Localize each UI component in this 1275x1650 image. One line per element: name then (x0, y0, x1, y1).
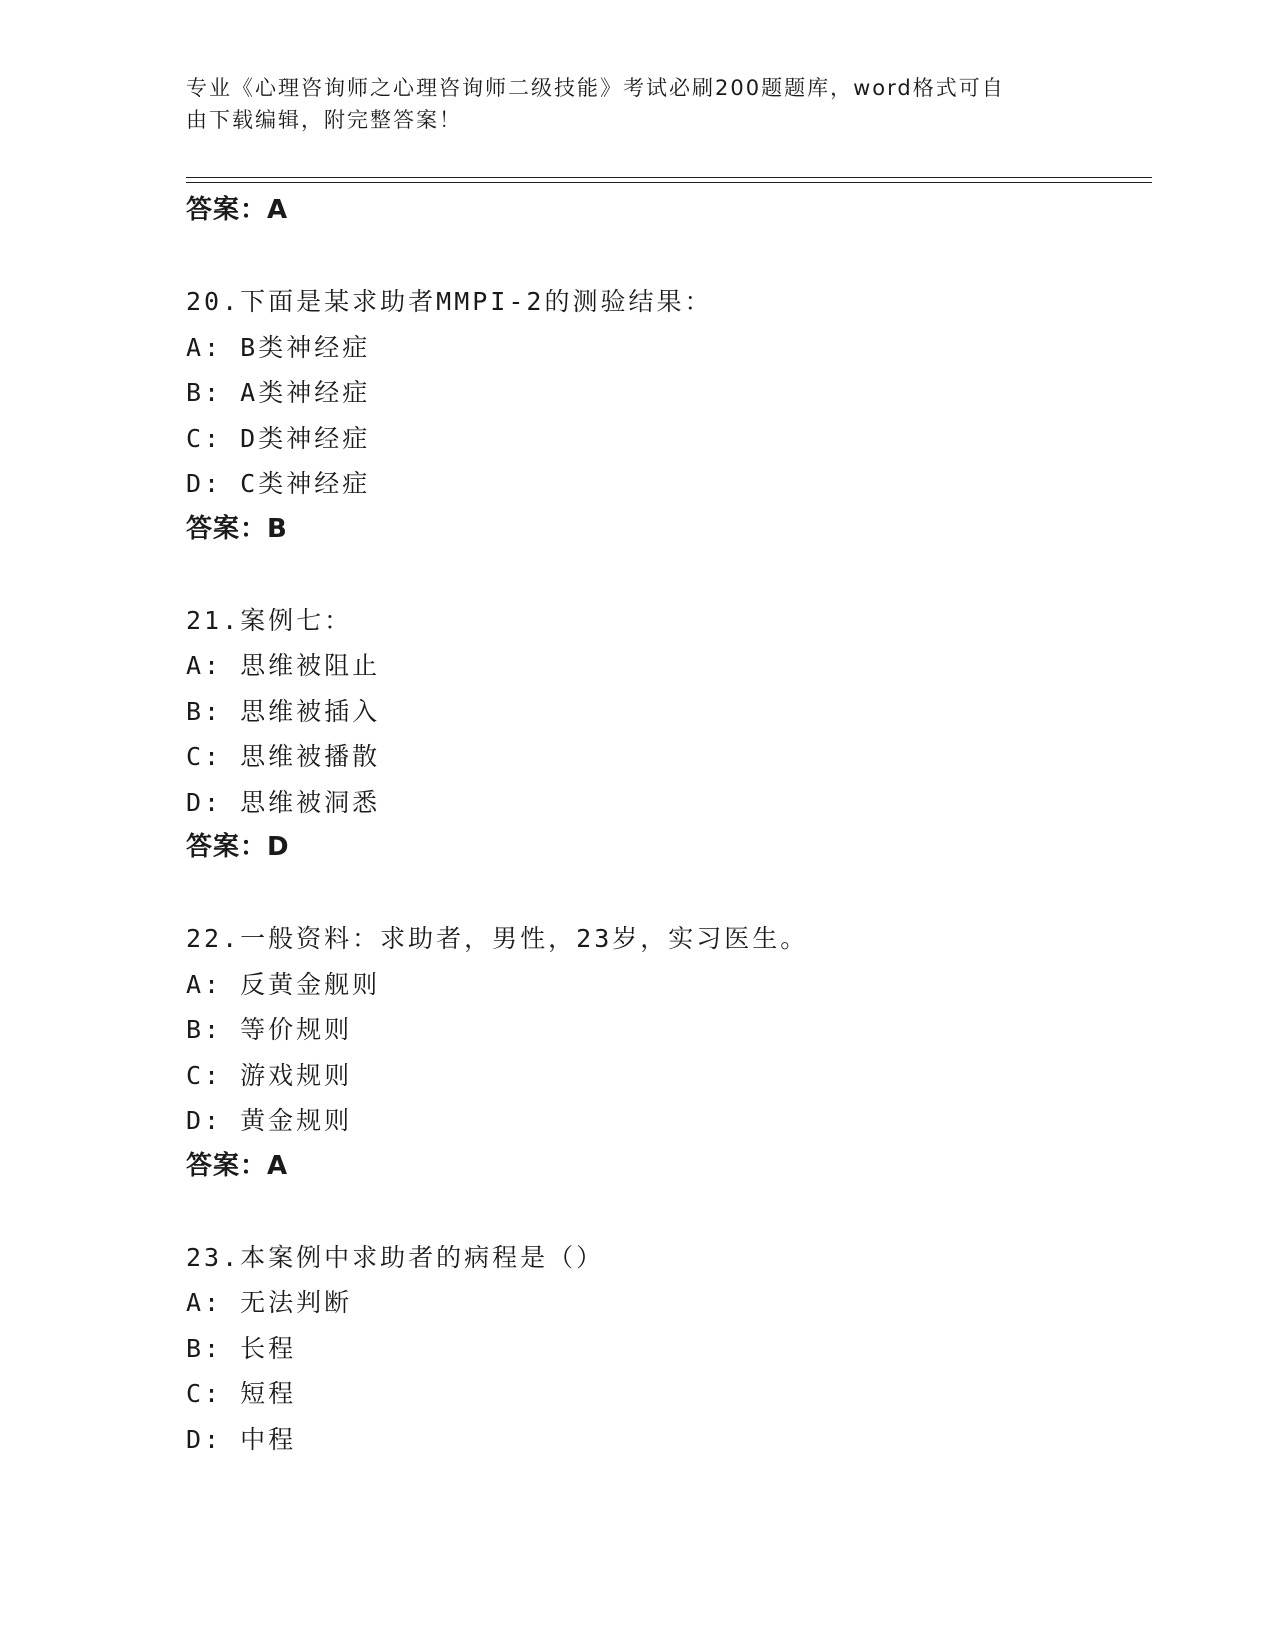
option-b: B: 思维被插入 (186, 696, 381, 726)
question-block-21 (186, 598, 1152, 871)
option-d: D: 黄金规则 (186, 1106, 353, 1135)
block-spacer (186, 234, 1152, 280)
option-d: D: C类神经症 (186, 469, 371, 498)
header-divider-top (186, 177, 1152, 178)
option-a: A: 反黄金舰则 (186, 969, 381, 999)
option-b: B: 等价规则 (186, 1015, 353, 1044)
block-spacer (186, 871, 1152, 917)
answer-line: 答案：A (186, 1150, 289, 1181)
option-b: B: A类神经症 (186, 378, 371, 407)
option-c: C: 游戏规则 (186, 1060, 353, 1090)
header-divider-bottom (186, 182, 1152, 183)
question-text: 20.下面是某求助者MMPI-2的测验结果： (186, 287, 713, 316)
header-line-2: 由下载编辑，附完整答案！ (186, 108, 462, 132)
question-text: 23.本案例中求助者的病程是（） (186, 1242, 605, 1272)
option-b: B: 长程 (186, 1333, 297, 1363)
answer-line: 答案：B (186, 513, 288, 544)
document-header (186, 72, 1066, 136)
option-a: A: B类神经症 (186, 332, 371, 362)
question-block-20 (186, 279, 1152, 552)
question-list (186, 188, 1152, 1462)
header-line-1: 专业《心理咨询师之心理咨询师二级技能》考试必刷200题题库，word格式可自 (186, 76, 1005, 100)
answer-line: 答案：D (186, 832, 290, 862)
option-d: D: 思维被洞悉 (186, 787, 381, 817)
answer-line: 答案：A (186, 195, 289, 225)
option-c: C: D类神经症 (186, 423, 371, 453)
question-block-22 (186, 916, 1152, 1189)
option-a: A: 思维被阻止 (186, 651, 381, 680)
question-block-23 (186, 1235, 1152, 1463)
option-d: D: 中程 (186, 1424, 297, 1454)
option-a: A: 无法判断 (186, 1288, 353, 1317)
option-c: C: 思维被播散 (186, 742, 381, 771)
block-spacer (186, 552, 1152, 598)
question-text: 22.一般资料：求助者，男性，23岁，实习医生。 (186, 924, 809, 953)
block-spacer (186, 1189, 1152, 1235)
option-c: C: 短程 (186, 1379, 297, 1408)
question-text: 21.案例七： (186, 605, 353, 635)
